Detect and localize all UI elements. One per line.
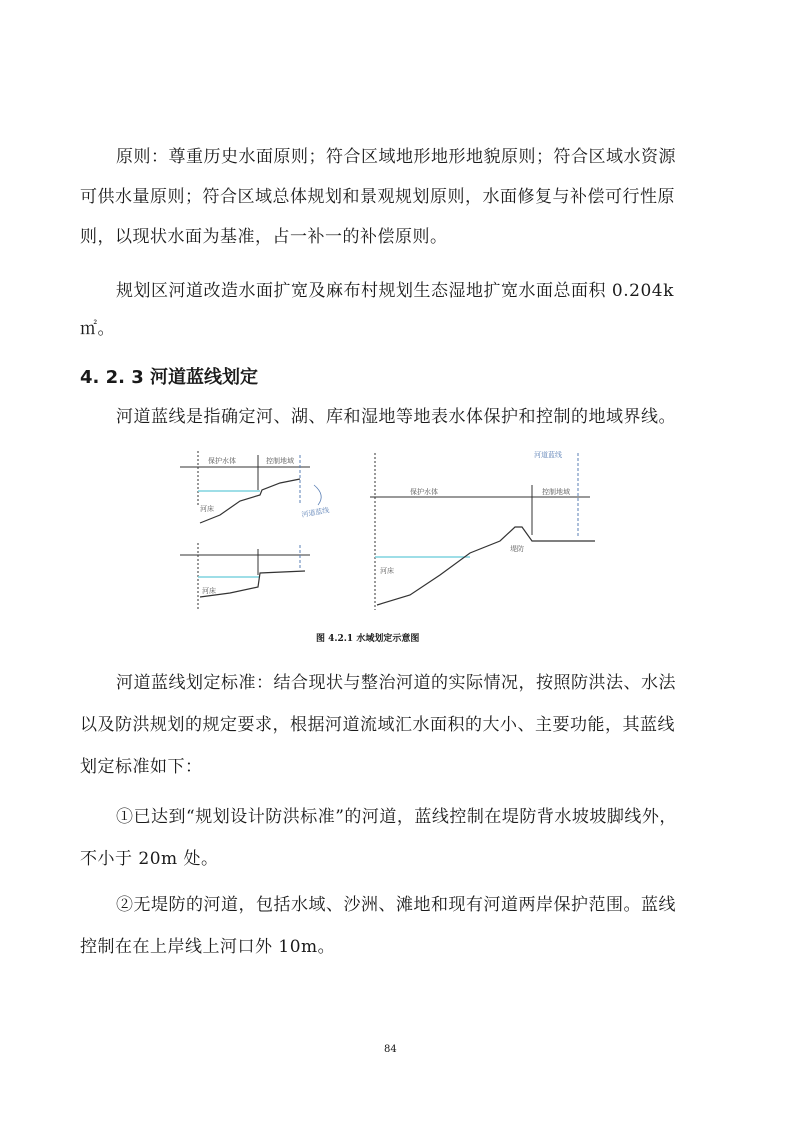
paragraph-item1-line1: ①已达到“规划设计防洪标准”的河道，蓝线控制在堤防背水坡坡脚线外， bbox=[116, 807, 677, 827]
left-lower-panel bbox=[180, 543, 310, 610]
paragraph-item1-line2: 不小于 20m 处。 bbox=[80, 849, 219, 869]
left-control-label: 控制地域 bbox=[266, 457, 294, 465]
left-blueline-annotation bbox=[301, 485, 330, 519]
paragraph-standard-line2: 以及防洪规划的规定要求，根据河道流域汇水面积的大小、主要功能，其蓝线 bbox=[80, 715, 675, 735]
left-blueline-label: 河道蓝线 bbox=[300, 506, 330, 519]
right-river-label: 河床 bbox=[380, 567, 394, 575]
waterfront-diagram bbox=[170, 445, 610, 620]
left-river2-label: 河床 bbox=[202, 587, 216, 595]
paragraph-principles-line2: 可供水量原则；符合区域总体规划和景观规划原则，水面修复与补偿可行性原 bbox=[80, 187, 675, 207]
left-river-label: 河床 bbox=[200, 505, 214, 513]
paragraph-standard-line3: 划定标准如下： bbox=[80, 757, 203, 777]
right-blueline-label: 河道蓝线 bbox=[534, 451, 562, 459]
section-heading: 4. 2. 3 河道蓝线划定 bbox=[80, 367, 259, 388]
right-control-label: 控制地域 bbox=[542, 488, 570, 496]
paragraph-area-line1: 规划区河道改造水面扩宽及麻布村规划生态湿地扩宽水面总面积 0.204k bbox=[116, 281, 674, 301]
paragraph-principles-line1: 原则：尊重历史水面原则；符合区域地形地形地貌原则；符合区域水资源 bbox=[116, 147, 676, 167]
left-protect-label: 保护水体 bbox=[208, 457, 236, 465]
figure-caption: 图 4.2.1 水域划定示意图 bbox=[316, 634, 420, 644]
paragraph-item2-line1: ②无堤防的河道，包括水域、沙洲、滩地和现有河道两岸保护范围。蓝线 bbox=[116, 895, 676, 915]
paragraph-standard-line1: 河道蓝线划定标准：结合现状与整治河道的实际情况，按照防洪法、水法 bbox=[116, 673, 676, 693]
paragraph-item2-line2: 控制在在上岸线上河口外 10m。 bbox=[80, 937, 336, 957]
right-levee-label: 堤防 bbox=[510, 545, 524, 553]
page-number: 84 bbox=[384, 1044, 397, 1055]
left-upper-panel bbox=[180, 451, 310, 523]
paragraph-area-line2: ㎡。 bbox=[80, 319, 115, 339]
right-panel bbox=[370, 450, 595, 610]
right-protect-label: 保护水体 bbox=[410, 488, 438, 496]
paragraph-blueline-definition: 河道蓝线是指确定河、湖、库和湿地等地表水体保护和控制的地域界线。 bbox=[116, 407, 676, 427]
paragraph-principles-line3: 则，以现状水面为基准，占一补一的补偿原则。 bbox=[80, 227, 448, 247]
